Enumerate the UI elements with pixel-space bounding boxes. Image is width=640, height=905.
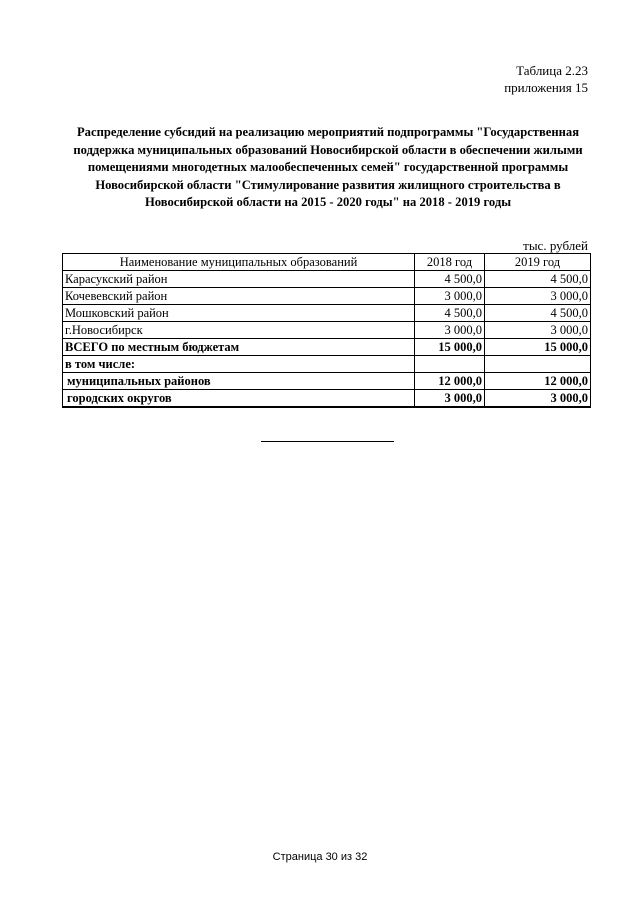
amount-2018: 3 000,0: [415, 288, 485, 305]
title-line: Новосибирской области на 2015 - 2020 годы" на 2018 - 2019 годы: [144, 195, 512, 209]
column-header-municipality: Наименование муниципальных образований: [63, 254, 415, 271]
title-line: помещениями многодетных малообеспеченных семей" государственной программы: [87, 160, 569, 174]
title-line: поддержка муниципальных образований Новосибирской области в обеспечении жилыми: [73, 142, 583, 157]
amount-2019: 4 500,0: [485, 305, 591, 322]
document-title: [58, 124, 598, 212]
municipality-name: г.Новосибирск: [63, 322, 415, 339]
table-reference: [504, 62, 588, 96]
amount-2019: 3 000,0: [485, 322, 591, 339]
amount-2018: 4 500,0: [415, 271, 485, 288]
subtotal-2018: 3 000,0: [415, 390, 485, 408]
including-label: в том числе:: [63, 356, 415, 373]
subtotal-2019: 3 000,0: [485, 390, 591, 408]
column-header-2018: 2018 год: [415, 254, 485, 271]
table-row: [63, 305, 591, 322]
subtotal-label: муниципальных районов: [63, 373, 415, 390]
amount-2019: [485, 356, 591, 373]
page-number: Страница 30 из 32: [272, 851, 368, 863]
total-row: [63, 339, 591, 356]
including-row: [63, 356, 591, 373]
amount-2018: 3 000,0: [415, 322, 485, 339]
municipality-name: Карасукский район: [63, 271, 415, 288]
column-header-2019: 2019 год: [485, 254, 591, 271]
amount-2018: [415, 356, 485, 373]
municipality-name: Кочевевский район: [63, 288, 415, 305]
subtotal-row: [63, 390, 591, 408]
title-line: Новосибирской области "Стимулирование развития жилищного строительства в: [95, 177, 561, 192]
amount-2018: 4 500,0: [415, 305, 485, 322]
title-line: Распределение субсидий на реализацию мероприятий подпрограммы "Государственная: [76, 125, 580, 139]
municipality-name: Мошковский район: [63, 305, 415, 322]
total-label: ВСЕГО по местным бюджетам: [63, 339, 415, 356]
subtotal-label: городских округов: [63, 390, 415, 408]
appendix-number: приложения 15: [504, 80, 588, 95]
table-row: [63, 322, 591, 339]
table-row: [63, 271, 591, 288]
units-label: тыс. рублей: [523, 238, 588, 253]
amount-2019: 3 000,0: [485, 288, 591, 305]
subtotal-2018: 12 000,0: [415, 373, 485, 390]
subtotal-row: [63, 373, 591, 390]
table-row: [63, 288, 591, 305]
table-number: Таблица 2.23: [516, 63, 588, 78]
subsidy-table: [62, 253, 591, 408]
total-2018: 15 000,0: [415, 339, 485, 356]
total-2019: 15 000,0: [485, 339, 591, 356]
table-header-row: [63, 254, 591, 271]
amount-2019: 4 500,0: [485, 271, 591, 288]
separator-line: [261, 441, 394, 442]
subtotal-2019: 12 000,0: [485, 373, 591, 390]
